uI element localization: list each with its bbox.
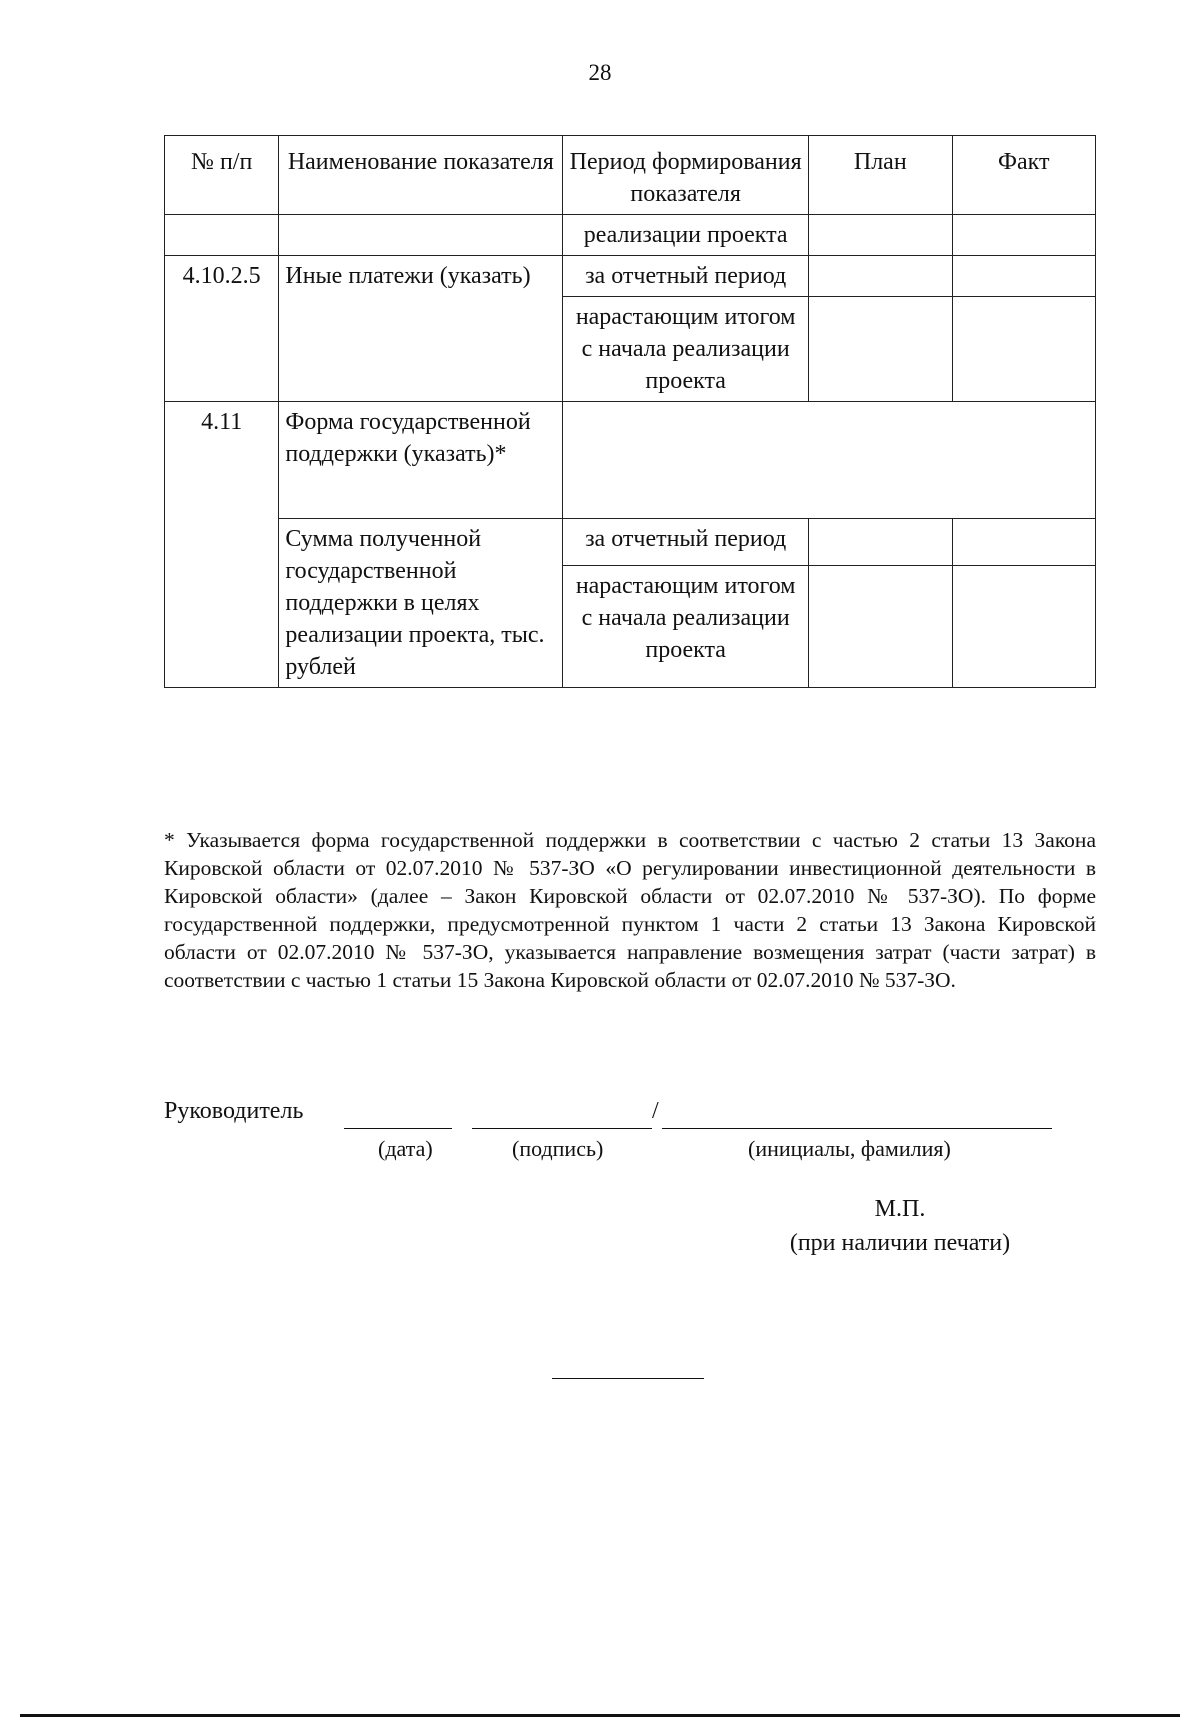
stamp-block bbox=[770, 1192, 1030, 1260]
cell-name: Иные платежи (указать) bbox=[279, 256, 563, 402]
page-number: 28 bbox=[588, 60, 612, 85]
name-line bbox=[662, 1128, 1052, 1129]
cell-fact bbox=[952, 215, 1096, 256]
header-name: Наименование показателя bbox=[279, 136, 563, 215]
cell-name: Форма государственной поддержки (указать)* bbox=[279, 402, 563, 519]
cell-fact bbox=[952, 519, 1096, 566]
cell-plan bbox=[809, 519, 952, 566]
sign-line bbox=[472, 1128, 652, 1129]
stamp-label: М.П. bbox=[874, 1196, 926, 1222]
indicator-table bbox=[164, 135, 1096, 688]
cell-plan bbox=[809, 297, 952, 402]
end-divider bbox=[552, 1378, 704, 1379]
cell-period: реализации проекта bbox=[563, 215, 809, 256]
date-line bbox=[344, 1128, 452, 1129]
stamp-note: (при наличии печати) bbox=[789, 1230, 1011, 1256]
date-caption: (дата) bbox=[378, 1136, 433, 1161]
cell-period: нарастающим итогом с начала реализации проекта bbox=[563, 566, 809, 688]
cell-period: за отчетный период bbox=[563, 256, 809, 297]
cell-fact bbox=[952, 566, 1096, 688]
cell-plan bbox=[809, 256, 952, 297]
cell-fact bbox=[952, 256, 1096, 297]
header-fact: Факт bbox=[952, 136, 1096, 215]
cell-name: Сумма полученной государственной поддержки в целях реализации проекта, тыс. рублей bbox=[279, 519, 563, 688]
page-bottom-rule bbox=[20, 1714, 1180, 1717]
table-row bbox=[165, 402, 1096, 519]
name-caption: (инициалы, фамилия) bbox=[748, 1136, 951, 1161]
footnote: * Указывается форма государственной поддержки в соответствии с частью 2 статьи 13 Закона Кировской области от 02.07.2010 № 537-ЗО «О регулировании инвестиционной деятельности в Кировской области» (далее – Закон Кировской области от 02.07.2010 № 537-ЗО). По форме государственной поддержки, предусмотренной пунктом 1 части 2 статьи 13 Закона Кировской области от 02.07.2010 № 537-ЗО, указывается направление возмещения затрат (части затрат) в соответствии с частью 1 статьи 15 Закона Кировской области от 02.07.2010 № 537-ЗО. bbox=[164, 828, 1096, 992]
sign-caption: (подпись) bbox=[512, 1136, 604, 1161]
cell-plan bbox=[809, 215, 952, 256]
cell-num: 4.11 bbox=[165, 402, 279, 688]
signature-label: Руководитель bbox=[164, 1098, 304, 1124]
cell-plan bbox=[809, 566, 952, 688]
table-row bbox=[165, 256, 1096, 297]
signature-block bbox=[164, 1098, 1064, 1161]
header-period: Период формирования показателя bbox=[563, 136, 809, 215]
table-row bbox=[165, 215, 1096, 256]
cell-merged-empty bbox=[563, 402, 1096, 519]
table-row bbox=[165, 519, 1096, 566]
cell-num: 4.10.2.5 bbox=[165, 256, 279, 402]
signature-slash: / bbox=[652, 1098, 659, 1124]
header-plan: План bbox=[809, 136, 952, 215]
cell-empty bbox=[279, 215, 563, 256]
table-header-row bbox=[165, 136, 1096, 215]
cell-empty bbox=[165, 215, 279, 256]
header-num: № п/п bbox=[165, 136, 279, 215]
cell-period: нарастающим итогом с начала реализации проекта bbox=[563, 297, 809, 402]
cell-fact bbox=[952, 297, 1096, 402]
cell-period: за отчетный период bbox=[563, 519, 809, 566]
